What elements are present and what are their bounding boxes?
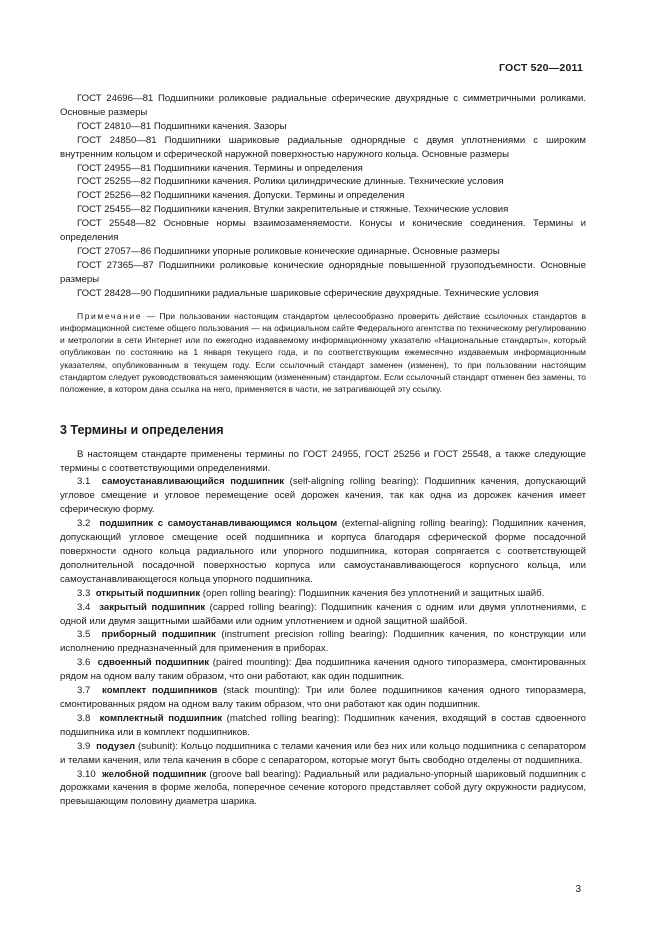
reference-item: ГОСТ 25455—82 Подшипники качения. Втулки закрепительные и стяжные. Технические условия <box>77 204 509 216</box>
reference-item: ГОСТ 25256—82 Подшипники качения. Допуски. Термины и определения <box>77 190 405 202</box>
reference-item: ГОСТ 24696—81 Подшипники роликовые радиальные сферические двухрядные с симметричными роликами. Основные размеры <box>60 93 586 118</box>
term-definition: (instrument precision rolling bearing): Подшипник качения, по конструкции или исполнению предназначенный для применения в приборах. <box>60 629 586 655</box>
term-definition: (paired mounting): Два подшипника качения одного типоразмера, смонтированных рядом на одном валу таким образом, что они работают, как один подшипник. <box>60 657 586 683</box>
reference-item: ГОСТ 25548—82 Основные нормы взаимозаменяемости. Конусы и конические соединения. Термины и определения <box>60 218 586 244</box>
reference-item: ГОСТ 24955—81 Подшипники качения. Термины и определения <box>77 162 363 174</box>
term-number: 3.7 <box>77 685 91 697</box>
term-number: 3.6 <box>77 657 91 669</box>
term-number: 3.4 <box>77 601 91 613</box>
term-name: приборный подшипник <box>101 629 216 641</box>
term-definition: (self-aligning rolling bearing): Подшипник качения, допускающий угловое смещение и угловое перемещение осей дорожек качения, так как одна из дорожек качения имеет сферическую форму. <box>60 476 586 516</box>
term-definition: (matched rolling bearing): Подшипник качения, входящий в состав сдвоенного подшипника или в комплект подшипников. <box>60 712 586 738</box>
note-paragraph <box>60 310 586 396</box>
term-item <box>60 740 586 768</box>
term-name: сдвоенный подшипник <box>97 657 210 669</box>
section-intro: В настоящем стандарте применены термины по ГОСТ 24955, ГОСТ 25256 и ГОСТ 25548, а также следующие термины с соответствующими определениями. <box>60 448 586 474</box>
term-number: 3.10 <box>77 768 96 780</box>
term-name: подузел <box>96 740 136 752</box>
reference-item: ГОСТ 24850—81 Подшипники шариковые радиальные однорядные с двумя уплотнениями с широким внутренним кольцом и сферической наружной поверхностью наружного кольца. Основные размеры <box>60 134 586 160</box>
page-number: 3 <box>575 884 581 895</box>
term-number: 3.1 <box>77 476 91 488</box>
term-number: 3.9 <box>77 740 91 752</box>
term-number: 3.3 <box>77 587 91 599</box>
term-name: комплект подшипников <box>102 685 218 697</box>
term-definition: (groove ball bearing): Радиальный или радиально-упорный шариковый подшипник с дорожками качения в форме желоба, поперечное сечение которого представляет собой дугу окружности радиусом, превышающим половину диаметра шарика. <box>60 768 586 808</box>
reference-item: ГОСТ 27057—86 Подшипники упорные роликовые конические одинарные. Основные размеры <box>77 245 500 257</box>
term-item <box>60 768 586 810</box>
term-item <box>60 475 586 517</box>
term-item <box>60 684 586 712</box>
note-text: — При пользовании настоящим стандартом целесообразно проверить действие ссылочных стандартов в информационной системе общего пользования — на официальном сайте Федерального агентства по техническому регулированию и метрологии в сети Интернет или по ежегодно издаваемому информационному указателю «Национальные стандарты», который опубликован по состоянию на 1 января текущего года, и по соответствующим ежемесячно издаваемым информационным указателям, опубликованным в текущем году. Если ссылочный стандарт заменен (изменен), то при пользовании настоящим стандартом следует руководствоваться заменяющим (измененным) стандартом. Если ссылочный стандарт отменен без замены, то положение, в котором дана ссылка на него, применяется в части, не затрагивающей эту ссылку. <box>60 310 586 395</box>
term-name: самоустанавливающийся подшипник <box>101 476 285 488</box>
note-label: Примечание <box>77 310 143 321</box>
term-item <box>60 712 586 740</box>
reference-item: ГОСТ 25255—82 Подшипники качения. Ролики цилиндрические длинные. Технические условия <box>77 176 504 188</box>
term-definition: (subunit): Кольцо подшипника с телами качения или без них или кольцо подшипника с сепаратором и телами качения, или тела качения в сборе с сепаратором, которые могут быть свободно отделены от подшипника. <box>60 740 586 766</box>
term-item <box>60 628 586 656</box>
term-name: закрытый подшипник <box>99 601 206 613</box>
term-name: комплектный подшипник <box>99 712 223 724</box>
section-title: 3 Термины и определения <box>60 422 224 437</box>
term-item <box>60 587 586 601</box>
reference-item: ГОСТ 27365—87 Подшипники роликовые конические однорядные повышенной грузоподъемности. Основные размеры <box>60 259 586 285</box>
terms-list <box>60 475 586 809</box>
term-item <box>60 656 586 684</box>
term-number: 3.2 <box>77 518 91 530</box>
term-item <box>60 517 586 587</box>
term-item <box>60 601 586 629</box>
reference-item: ГОСТ 28428—90 Подшипники радиальные шариковые сферические двухрядные. Технические условия <box>77 287 539 299</box>
term-definition: (capped rolling bearing): Подшипник качения с одним или двумя уплотнениями, с одной или двумя защитными шайбами или одним уплотнением и одной защитной шайбой. <box>60 601 586 627</box>
term-number: 3.5 <box>77 629 91 641</box>
term-definition: (external-aligning rolling bearing): Подшипник качения, допускающий угловое смещение осей подшипника и корпуса благодаря сферической форме посадочной поверхности одного кольца радиального или упорного подшипника, которая сопрягается с соответствующей дополнительной посадочной поверхностью корпуса или самоустанавливающегося корпусного кольца, или самоустанавливающегося кольца упорного подшипника. <box>60 518 586 585</box>
references-list <box>60 92 586 301</box>
term-definition: (open rolling bearing): Подшипник качения без уплотнений и защитных шайб. <box>200 587 545 599</box>
term-name: желобной подшипник <box>101 768 207 780</box>
term-name: подшипник с самоустанавливающимся кольцом <box>99 518 338 530</box>
document-header: ГОСТ 520—2011 <box>498 62 583 74</box>
term-definition: (stack mounting): Три или более подшипников качения одного типоразмера, смонтированных рядом на одном валу таким образом, что они работают как один подшипник. <box>60 685 586 710</box>
reference-item: ГОСТ 24810—81 Подшипники качения. Зазоры <box>77 120 287 132</box>
page-content <box>60 92 586 809</box>
term-number: 3.8 <box>77 712 91 724</box>
term-name: открытый подшипник <box>95 587 201 599</box>
